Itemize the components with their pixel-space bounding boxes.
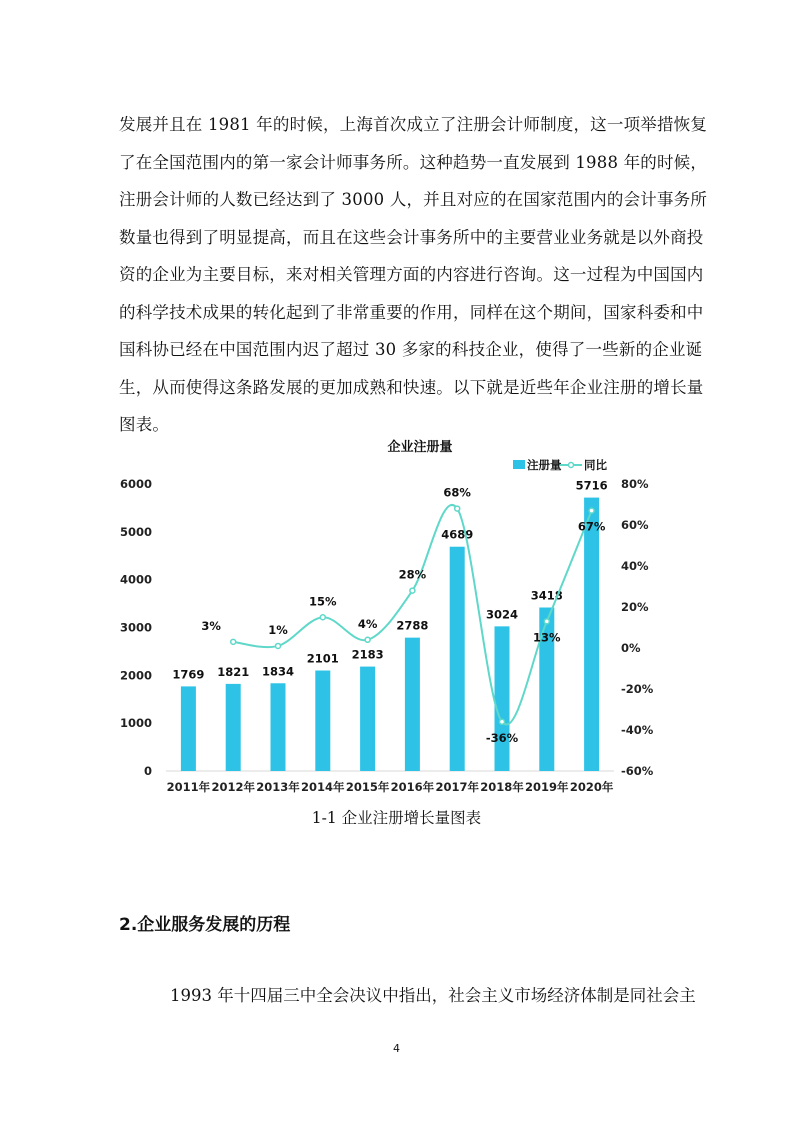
bar-value-label: 1821 [217, 664, 250, 679]
bar [315, 671, 330, 771]
legend-line-marker [569, 463, 574, 468]
bar-value-label: 2183 [351, 647, 384, 662]
y2-tick-label: 20% [621, 600, 649, 614]
bar [181, 686, 196, 771]
bar [405, 638, 420, 771]
registration-chart [118, 438, 658, 800]
x-tick-label: 2016年 [390, 780, 435, 794]
x-tick-label: 2014年 [301, 780, 345, 794]
y-tick-label: 0 [143, 764, 152, 778]
paragraph-line: 资的企业为主要目标，来对相关管理方面的内容进行咨询。这一过程为中国国内 [119, 265, 704, 284]
yoy-label: 13% [533, 630, 561, 645]
x-tick-label: 2015年 [345, 780, 390, 794]
bar [360, 667, 375, 771]
yoy-label: 68% [443, 485, 471, 500]
yoy-point [231, 639, 236, 644]
bar-value-label: 3024 [485, 607, 519, 622]
legend-bar-label: 注册量 [527, 458, 562, 472]
bar [584, 498, 599, 771]
paragraph-line: 图表。 [119, 415, 170, 434]
paragraph-line: 发展并且在 1981 年的时候，上海首次成立了注册会计师制度，这一项举措恢复 [119, 115, 708, 134]
bar-value-label: 1834 [261, 664, 295, 679]
y2-tick-label: 60% [621, 518, 649, 532]
yoy-point [500, 719, 505, 724]
body-paragraph [119, 106, 708, 444]
legend-line-label: 同比 [584, 458, 607, 472]
x-tick-label: 2017年 [435, 780, 479, 794]
chart-title: 企业注册量 [387, 440, 453, 455]
paragraph-line: 数量也得到了明显提高，而且在这些会计事务所中的主要营业业务就是以外商投 [119, 227, 704, 247]
yoy-label: 1% [268, 622, 288, 637]
y2-tick-label: -40% [621, 723, 654, 737]
chart-svg [118, 438, 658, 800]
figure-caption: 1-1 企业注册增长量图表 [311, 809, 482, 827]
bar [226, 684, 241, 771]
yoy-point [320, 615, 325, 620]
bar-value-label: 5716 [575, 478, 608, 493]
yoy-label: 15% [309, 594, 337, 609]
y-tick-label: 4000 [119, 572, 152, 587]
yoy-point [455, 506, 460, 511]
paragraph-line: 注册会计师的人数已经达到了 3000 人，并且对应的在国家范围内的会计事务所 [119, 190, 708, 209]
bar-value-label: 2788 [396, 618, 429, 633]
x-tick-label: 2011年 [166, 780, 211, 794]
x-tick-label: 2013年 [256, 780, 300, 794]
bar [450, 547, 465, 771]
x-tick-label: 2020年 [569, 780, 614, 794]
y2-tick-label: 0% [621, 641, 641, 655]
paragraph-line: 的科学技术成果的转化起到了非常重要的作用，同样在这个期间，国家科委和中 [119, 302, 704, 322]
y-tick-label: 1000 [119, 716, 152, 731]
yoy-point [276, 643, 281, 648]
yoy-point [589, 508, 594, 513]
paragraph-line: 国科协已经在中国范围内迟了超过 30 多家的科技企业，使得了一些新的企业诞 [119, 340, 703, 359]
y-tick-label: 5000 [119, 524, 152, 539]
yoy-point [410, 588, 415, 593]
y2-tick-label: -60% [621, 764, 654, 778]
yoy-label: 67% [577, 519, 606, 534]
body-paragraph-2: 1993 年十四届三中全会决议中指出，社会主义市场经济体制是同社会主 [170, 986, 696, 1005]
y-tick-label: 6000 [119, 477, 152, 491]
y2-tick-label: -20% [621, 682, 654, 696]
x-tick-label: 2018年 [480, 780, 524, 794]
yoy-label: 28% [398, 567, 427, 582]
paragraph-line: 了在全国范围内的第一家会计师事务所。这种趋势一直发展到 1988 年的时候， [119, 152, 708, 172]
bar [271, 683, 286, 771]
yoy-point [365, 637, 370, 642]
y2-tick-label: 40% [621, 559, 649, 573]
yoy-label: -36% [485, 730, 519, 745]
bar-value-label: 1769 [172, 667, 205, 682]
bar-value-label: 3418 [530, 588, 563, 603]
bar [495, 626, 510, 771]
yoy-label: 3% [201, 618, 221, 633]
x-tick-label: 2012年 [211, 780, 255, 794]
x-tick-label: 2019年 [525, 780, 569, 794]
y-tick-label: 3000 [119, 620, 152, 635]
y2-tick-label: 80% [621, 477, 649, 491]
yoy-point [544, 619, 549, 624]
paragraph-line: 生，从而使得这条路发展的更加成熟和快速。以下就是近些年企业注册的增长量 [119, 377, 704, 397]
legend-bar-swatch [513, 460, 525, 469]
bar-value-label: 2101 [306, 651, 339, 666]
page-number: 4 [393, 1042, 400, 1055]
bar-value-label: 4689 [441, 527, 474, 542]
y-tick-label: 2000 [119, 668, 152, 683]
yoy-label: 4% [357, 616, 378, 631]
section-heading: 2.企业服务发展的历程 [119, 915, 291, 935]
